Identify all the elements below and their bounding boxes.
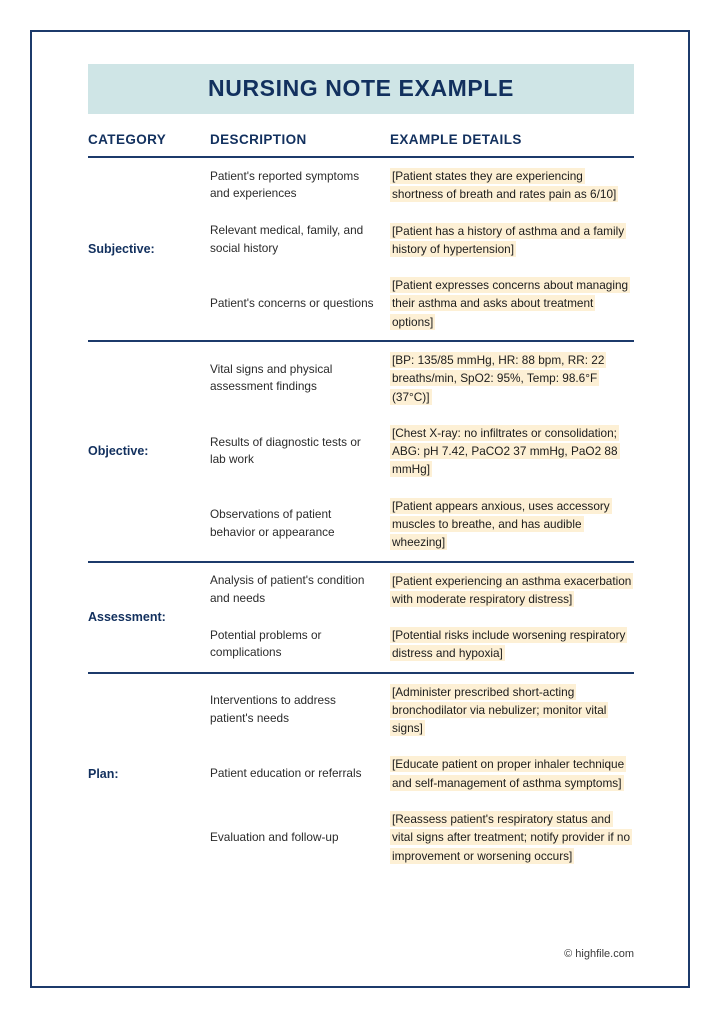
description-text: Evaluation and follow-up (210, 829, 339, 844)
description-cell (210, 746, 390, 801)
description-text: Results of diagnostic tests or lab work (210, 434, 361, 467)
example-cell (390, 213, 634, 268)
example-cell (390, 562, 634, 618)
description-cell (210, 801, 390, 874)
example-text: [Patient expresses concerns about managing their asthma and asks about treatment options] (392, 278, 629, 329)
example-cell (390, 157, 634, 213)
example-cell (390, 415, 634, 488)
description-cell (210, 341, 390, 415)
category-label-objective: Objective: (88, 341, 210, 562)
table-body-subjective (88, 157, 634, 341)
table-body-plan (88, 673, 634, 874)
description-cell (210, 562, 390, 618)
example-text: [Patient experiencing an asthma exacerbation with moderate respiratory distress] (392, 573, 632, 606)
example-text: [Educate patient on proper inhaler technique and self-management of asthma symptoms] (392, 757, 625, 790)
nursing-note-table (88, 132, 634, 874)
description-text: Patient education or referrals (210, 765, 362, 780)
example-cell (390, 617, 634, 673)
table-row (88, 341, 634, 415)
example-text: [Potential risks include worsening respiratory distress and hypoxia] (392, 628, 626, 661)
example-text: [Reassess patient's respiratory status and vital signs after treatment; notify provider if no improvement or worsening occurs] (392, 812, 631, 863)
table-row (88, 157, 634, 213)
category-label-subjective: Subjective: (88, 157, 210, 341)
example-cell (390, 801, 634, 874)
document-title-banner (88, 64, 634, 114)
footer-credit: © highfile.com (564, 948, 634, 960)
category-label-plan: Plan: (88, 673, 210, 874)
example-text: [Administer prescribed short-acting bronchodilator via nebulizer; monitor vital signs] (392, 684, 607, 736)
description-cell (210, 267, 390, 341)
column-header-category: CATEGORY (88, 132, 167, 147)
example-text: [Patient has a history of asthma and a family history of hypertension] (392, 223, 625, 256)
page-title: NURSING NOTE EXAMPLE (208, 75, 514, 101)
example-text: [Patient appears anxious, uses accessory muscles to breathe, and has audible wheezing] (392, 498, 610, 550)
description-cell (210, 213, 390, 268)
description-text: Potential problems or complications (210, 627, 322, 660)
example-cell (390, 267, 634, 341)
table-body-assessment (88, 562, 634, 673)
example-cell (390, 488, 634, 562)
description-cell (210, 673, 390, 747)
description-text: Interventions to address patient's needs (210, 693, 336, 726)
table-row (88, 562, 634, 618)
table-row (88, 673, 634, 747)
category-label-assessment: Assessment: (88, 562, 210, 673)
description-text: Relevant medical, family, and social history (210, 223, 364, 255)
description-cell (210, 157, 390, 213)
description-text: Patient's concerns or questions (210, 295, 374, 310)
example-cell (390, 746, 634, 801)
description-text: Analysis of patient's condition and needs (210, 573, 365, 605)
description-text: Vital signs and physical assessment findings (210, 361, 333, 394)
example-cell (390, 341, 634, 415)
example-text: [BP: 135/85 mmHg, HR: 88 bpm, RR: 22 breaths/min, SpO2: 95%, Temp: 98.6°F (37°C)] (392, 352, 605, 404)
description-text: Observations of patient behavior or appearance (210, 507, 335, 540)
description-cell (210, 415, 390, 488)
example-text: [Patient states they are experiencing shortness of breath and rates pain as 6/10] (392, 169, 617, 202)
table-header (88, 132, 634, 157)
example-cell (390, 673, 634, 747)
description-cell (210, 617, 390, 673)
table-body-objective (88, 341, 634, 562)
description-text: Patient's reported symptoms and experiences (210, 168, 360, 201)
column-header-description: DESCRIPTION (210, 132, 307, 147)
example-text: [Chest X-ray: no infiltrates or consolidation; ABG: pH 7.42, PaCO2 37 mmHg, PaO2 88 mmHg] (392, 425, 618, 477)
column-header-example: EXAMPLE DETAILS (390, 132, 522, 147)
description-cell (210, 488, 390, 562)
document-content (88, 64, 634, 874)
